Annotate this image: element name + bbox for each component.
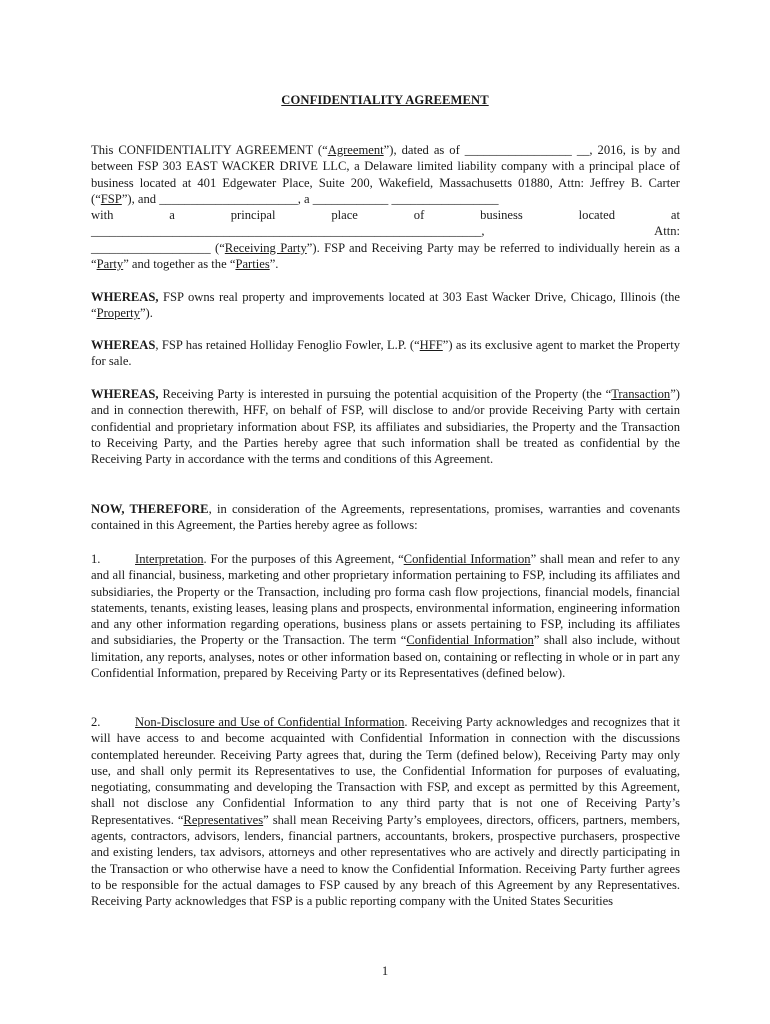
whereas3-text-2: ”) and in connection therewith, HFF, on behalf of FSP, will disclose to and/or provide Receiving Party with certain confidential and proprietary information about FSP, its affiliates and subsidiaries, the Property and the Transaction to Receiving Party, and the Parties hereby agree that such information shall be treated as confidential by the Receiving Party in accordance with the terms and conditions of this Agreement. xyxy=(91,387,680,467)
section1-text-2: ” shall mean and refer to any and all financial, business, marketing and other proprietary information pertaining to FSP, including its affiliates and subsidiaries, the Property or the Transaction, including pro forma cash flow projections, financial models, financial statements, tenants, existing leases, leasing plans and prospects, environmental information, engineering information and any other information regarding operations, business plans or assets pertaining to FSP, including its affiliates and subsidiaries, the Property or the Transaction. The term “ xyxy=(91,552,680,648)
whereas-paragraph-2 xyxy=(91,337,680,370)
attn-label: Attn: xyxy=(654,224,680,239)
section-heading: Interpretation xyxy=(135,552,204,566)
whereas-lead: WHEREAS, xyxy=(91,387,159,401)
intro-text-5: ”). FSP and Receiving Party may be referred to individually herein as a “ xyxy=(91,240,681,272)
whereas-lead: WHEREAS, xyxy=(91,290,159,304)
spread-word: principal xyxy=(230,208,276,223)
defined-term-confidential-information: Confidential Information xyxy=(403,552,531,566)
whereas1-text-2: ”). xyxy=(139,306,153,321)
intro-text-7: ”. xyxy=(269,257,279,272)
intro-text-6: ” and together as the “ xyxy=(123,257,236,272)
defined-term-confidential-information: Confidential Information xyxy=(406,633,534,648)
defined-term-receiving-party: Receiving Party xyxy=(224,240,307,255)
intro-spread-line xyxy=(91,207,680,223)
intro-text-2: ”), dated as of _________________ __, 2016, is by and between FSP 303 EAST WACKER DRIVE LLC, a Delaware limited liability company with a principal place of business located at 401 Edgewater Place, Suite 200, Wakefield, Massachusetts 01880, Attn: Jeffrey B. Carter (“ xyxy=(91,143,680,206)
intro-text-1: This CONFIDENTIALITY AGREEMENT (“ xyxy=(91,143,328,157)
whereas-paragraph-3 xyxy=(91,386,680,467)
defined-term-property: Property xyxy=(96,306,140,321)
section1-text-1: . For the purposes of this Agreement, “ xyxy=(203,552,404,566)
section-number: 1. xyxy=(91,552,101,566)
spread-word: place xyxy=(331,208,358,223)
now-therefore-lead: NOW, THEREFORE xyxy=(91,502,209,516)
defined-term-representatives: Representatives xyxy=(183,812,264,827)
spread-word: located xyxy=(578,208,616,223)
defined-term-hff: HFF xyxy=(419,338,443,352)
intro-blank-line xyxy=(91,223,680,239)
spread-word: at xyxy=(670,208,680,223)
whereas-paragraph-1 xyxy=(91,289,680,322)
section1-text-3: ” shall also include, without limitation, any reports, analyses, notes or other information based on, containing or reflecting in whole or in part any Confidential Information, prepared by Receiving Party or its Representatives (defined below). xyxy=(91,633,680,681)
now-therefore-paragraph xyxy=(91,501,680,534)
section2-text-2: ” shall mean Receiving Party’s employees, directors, officers, partners, members, agents, contractors, advisors, lenders, financial partners, accountants, brokers, prospective purchasers, prospective and existing lenders, tax advisors, attorneys and other representatives who are actively and directly participating in the Transaction or who otherwise have a need to know the Confidential Information. Receiving Party further agrees to be responsible for the actual damages to FSP caused by any breach of this Agreement by any Representatives. Receiving Party acknowledges that FSP is a public reporting company with the United States Securities xyxy=(91,812,680,909)
defined-term-transaction: Transaction xyxy=(611,387,671,401)
section-2 xyxy=(91,714,680,910)
section-number: 2. xyxy=(91,715,101,729)
whereas1-text-1: FSP owns real property and improvements located at 303 East Wacker Drive, Chicago, Illinois (the “ xyxy=(91,290,680,321)
section-1 xyxy=(91,551,680,681)
spread-word: a xyxy=(169,208,175,223)
intro-text-4: ___________________ (“ xyxy=(91,240,225,255)
section-heading: Non-Disclosure and Use of Confidential Information xyxy=(135,715,405,729)
defined-term-party: Party xyxy=(96,257,124,272)
now-therefore-text: , in consideration of the Agreements, representations, promises, warranties and covenants contained in this Agreement, the Parties hereby agree as follows: xyxy=(91,502,680,533)
blank-field: ______________________________________________________________, xyxy=(91,224,485,239)
defined-term-agreement: Agreement xyxy=(327,143,384,157)
spread-word: with xyxy=(91,208,114,223)
page-number: 1 xyxy=(381,964,389,978)
whereas3-text-1: Receiving Party is interested in pursuing the potential acquisition of the Property (the “ xyxy=(158,387,612,401)
section2-text-1: . Receiving Party acknowledges and recognizes that it will have access to and become acquainted with Confidential Information in connection with the discussions contemplated hereunder. Receiving Party agrees that, during the Term (defined below), Receiving Party may only use, and shall only permit its Representatives to use, the Confidential Information for purposes of evaluating, negotiating, consummating and developing the Transaction with FSP, and except as permitted by this Agreement, shall not disclose any Confidential Information to any third party that is not one of Receiving Party’s Representatives. “ xyxy=(91,715,681,827)
defined-term-fsp: FSP xyxy=(100,191,122,206)
intro-text-3: ”), and ______________________, a ____________ _________________ xyxy=(121,191,499,206)
whereas2-text-1: , FSP has retained Holliday Fenoglio Fowler, L.P. (“ xyxy=(155,338,420,352)
intro-paragraph xyxy=(91,142,680,272)
spread-word: of xyxy=(413,208,425,223)
defined-term-parties: Parties xyxy=(235,257,270,272)
document-title: CONFIDENTIALITY AGREEMENT xyxy=(281,93,489,107)
spread-word: business xyxy=(480,208,523,223)
whereas2-text-2: ”) as its exclusive agent to market the Property for sale. xyxy=(91,338,680,369)
whereas-lead: WHEREAS xyxy=(91,338,156,352)
